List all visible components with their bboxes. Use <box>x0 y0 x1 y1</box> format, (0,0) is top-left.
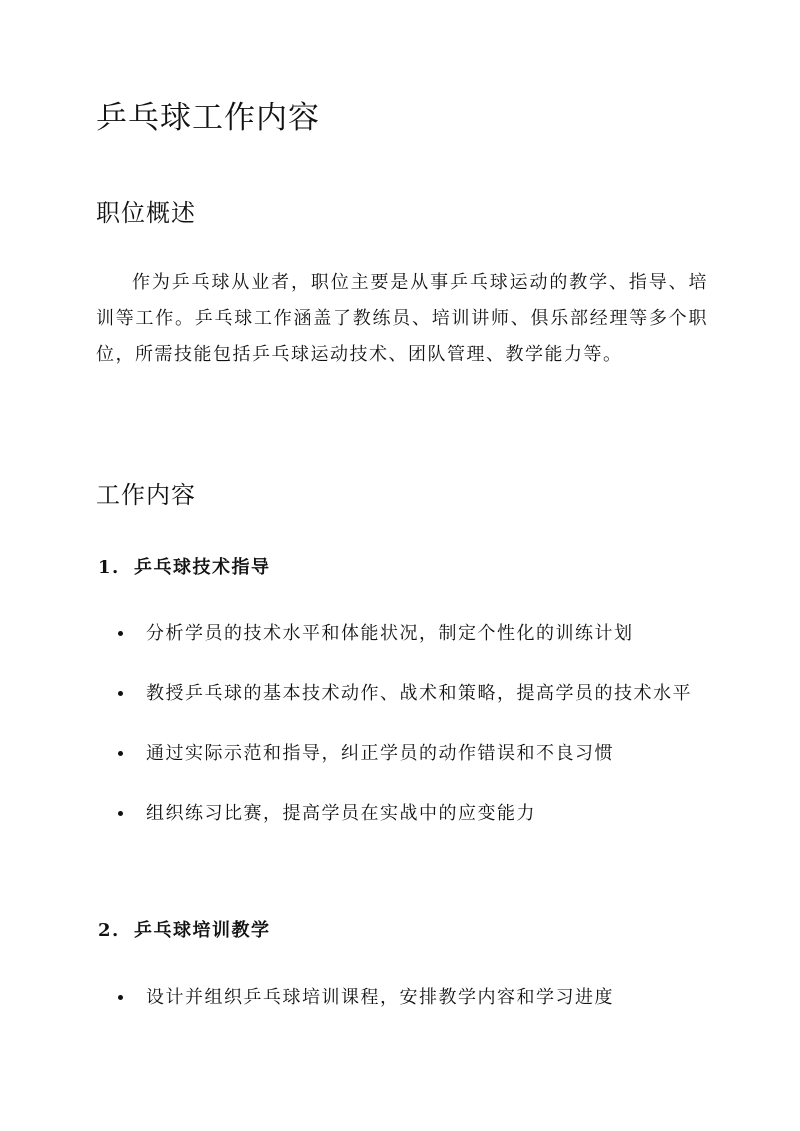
document-title: 乒乓球工作内容 <box>96 100 320 136</box>
subsection-heading-technical-guidance <box>98 554 271 582</box>
training-teaching-list <box>118 978 698 1018</box>
bullet-icon <box>118 631 123 636</box>
list-item-text: 通过实际示范和指导，纠正学员的动作错误和不良习惯 <box>146 743 614 764</box>
section-heading-work-content: 工作内容 <box>96 481 196 509</box>
overview-paragraph: 作为乒乓球从业者，职位主要是从事乒乓球运动的教学、指导、培训等工作。乒乓球工作涵盖了教练员、培训讲师、俱乐部经理等多个职位，所需技能包括乒乓球运动技术、团队管理、教学能力等。 <box>96 272 708 365</box>
subsection-number: 1. <box>98 557 120 578</box>
technical-guidance-list <box>118 614 698 834</box>
list-item <box>118 614 698 654</box>
list-item-text: 设计并组织乒乓球培训课程，安排教学内容和学习进度 <box>146 987 614 1008</box>
list-item <box>118 794 698 834</box>
subsection-title: 乒乓球技术指导 <box>134 557 271 578</box>
list-item <box>118 674 698 714</box>
bullet-icon <box>118 751 123 756</box>
list-item-text: 分析学员的技术水平和体能状况，制定个性化的训练计划 <box>146 623 634 644</box>
bullet-icon <box>118 995 123 1000</box>
subsection-heading-training-teaching <box>98 917 271 945</box>
list-item-text: 教授乒乓球的基本技术动作、战术和策略，提高学员的技术水平 <box>146 683 692 704</box>
subsection-number: 2. <box>98 920 120 941</box>
list-item <box>118 978 698 1018</box>
list-item <box>118 734 698 774</box>
bullet-icon <box>118 691 123 696</box>
subsection-title: 乒乓球培训教学 <box>134 920 271 941</box>
bullet-icon <box>118 811 123 816</box>
section-heading-overview: 职位概述 <box>96 199 196 227</box>
list-item-text: 组织练习比赛，提高学员在实战中的应变能力 <box>146 803 536 824</box>
